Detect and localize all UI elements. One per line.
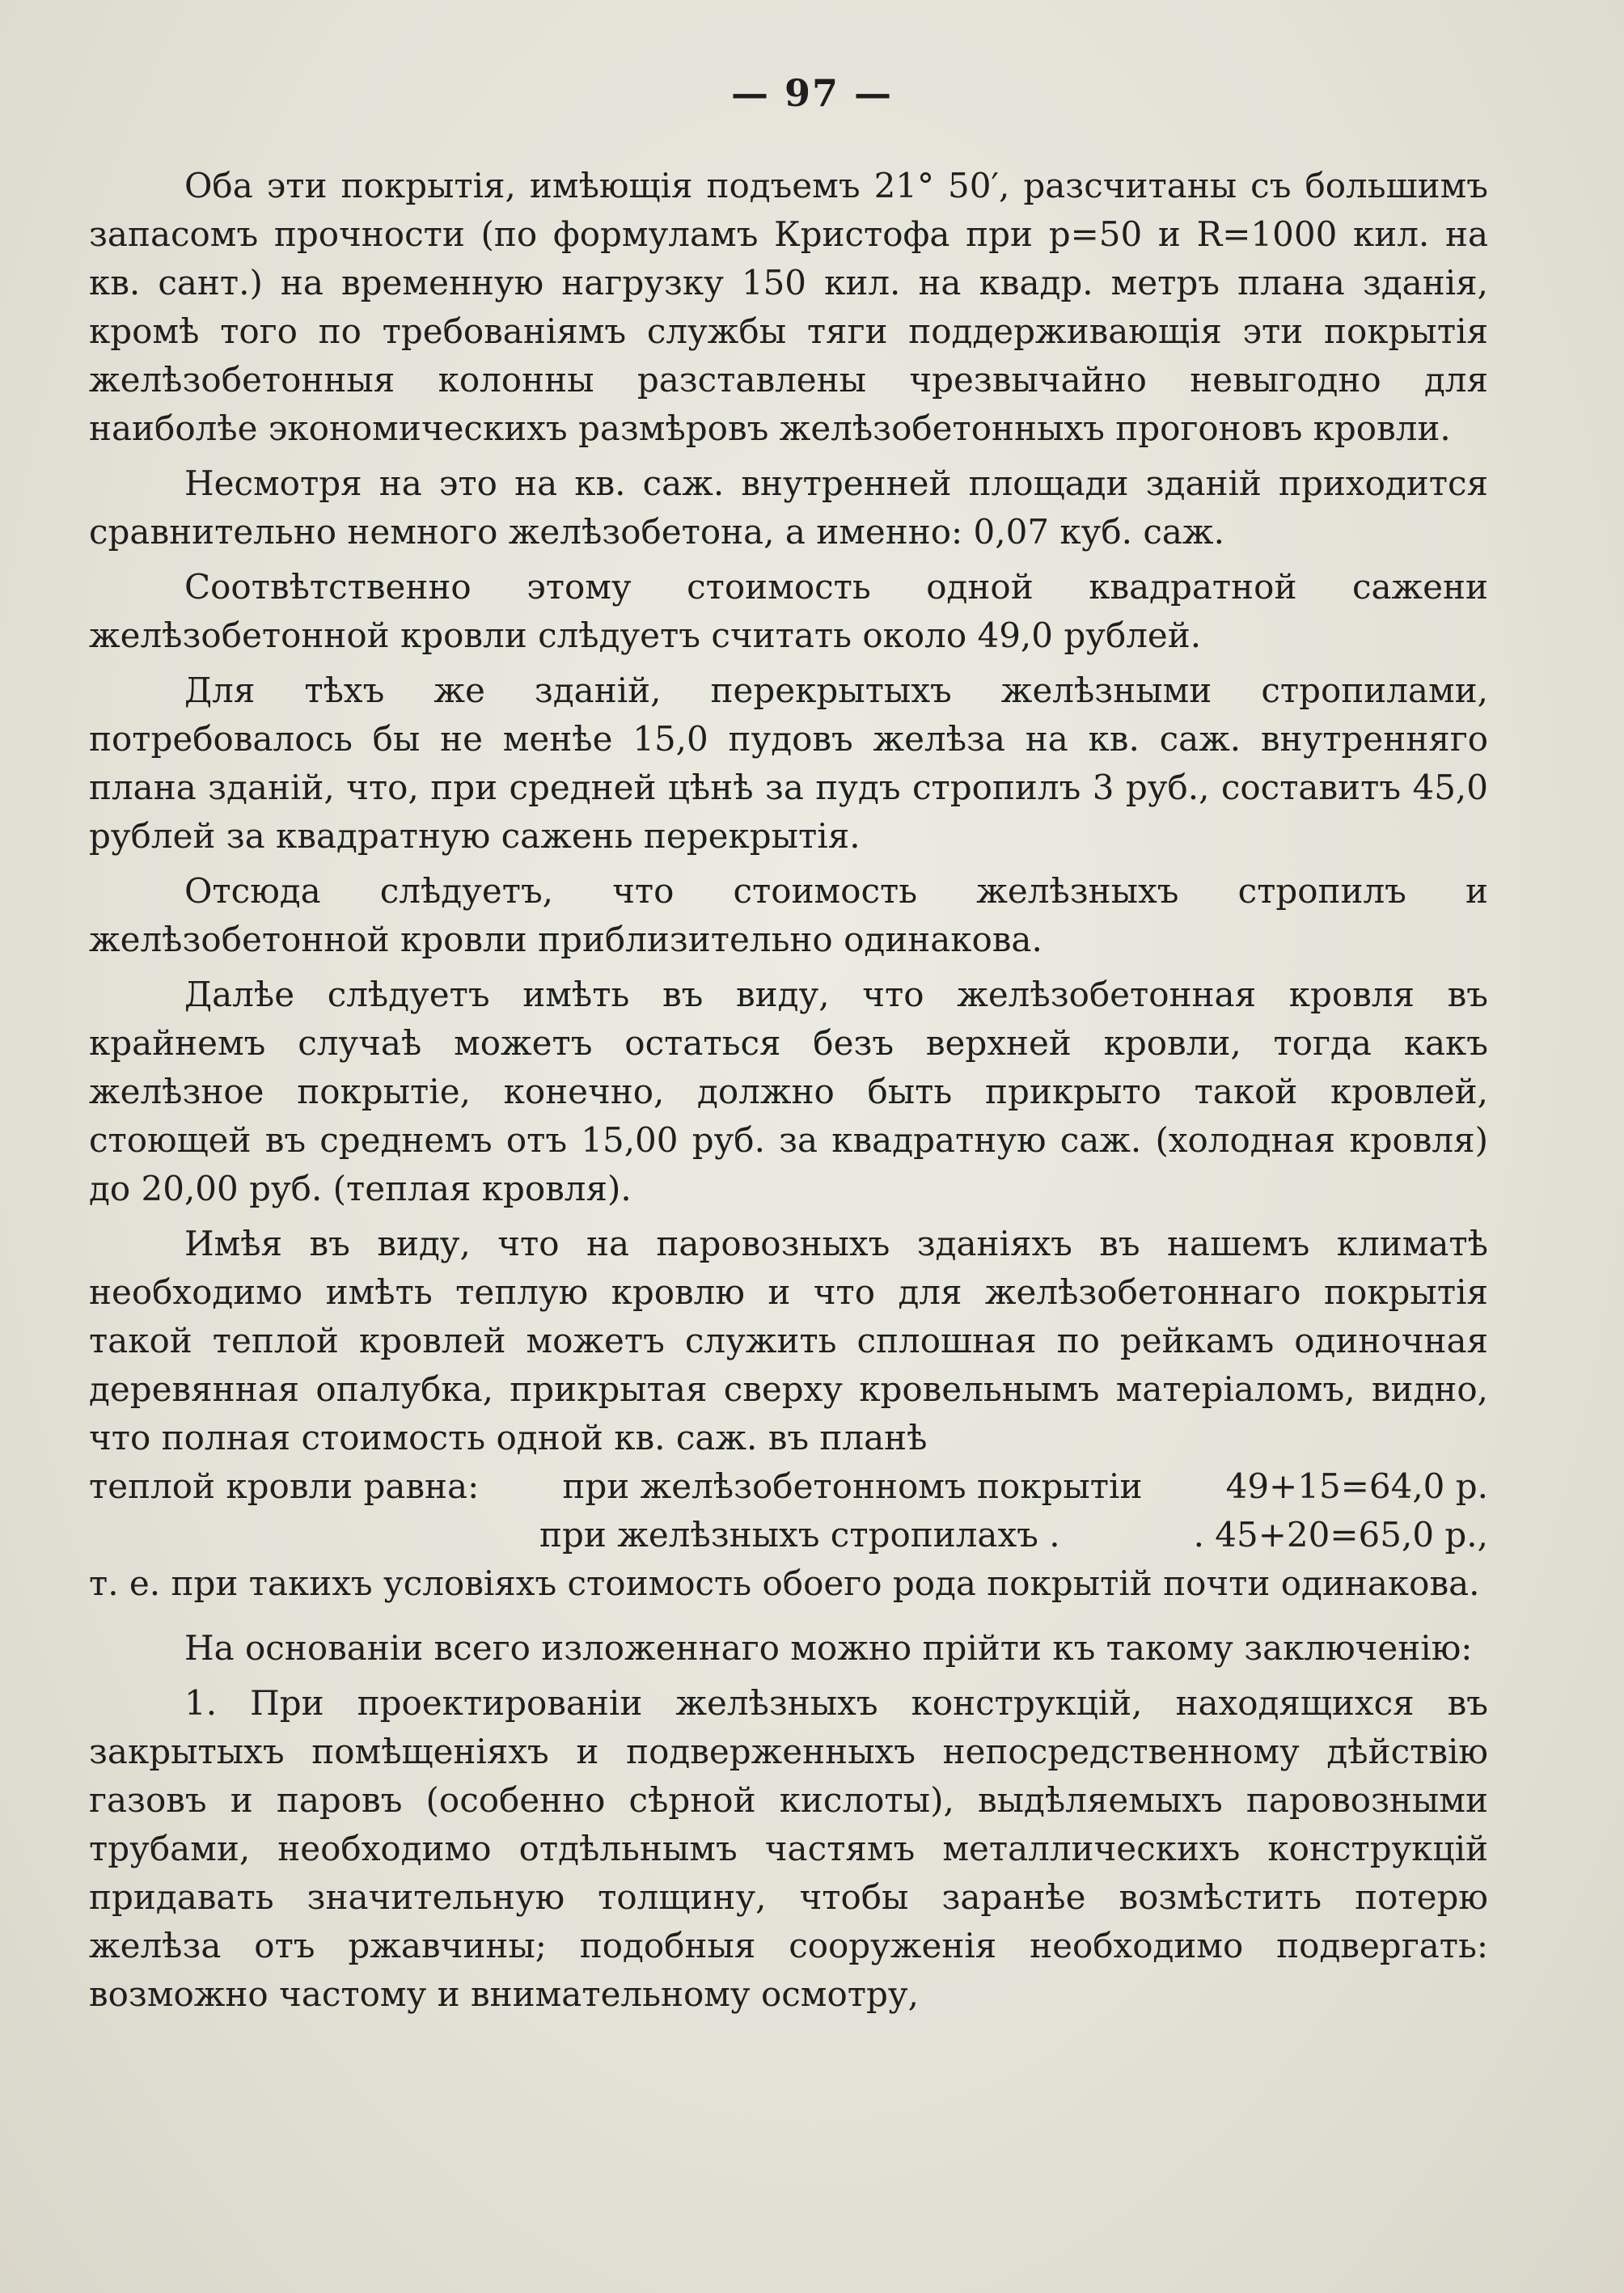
comparison-concrete-label: при желѣзобетонномъ покрытіи [562,1466,1143,1506]
paragraph-iron-truss-cost: Для тѣхъ же зданій, перекрытыхъ желѣзными стропилами, потребовалось бы не менѣе 15,0 пудовъ желѣза на кв. саж. внутренняго плана зданій, что, при средней цѣнѣ за пудъ стропилъ 3 руб., составитъ 45,0 рублей за квадратную сажень перекрытія. [89,671,1488,856]
paragraph-concrete-cost: Соотвѣтственно этому стоимость одной квадратной сажени желѣзобетонной кровли слѣдуетъ считать около 49,0 рублей. [89,567,1488,655]
cost-comparison [89,1220,1488,1608]
comparison-row-concrete [89,1462,1488,1511]
comparison-concrete-value: 49+15=64,0 р. [1225,1466,1488,1506]
conclusion-intro: На основаніи всего изложеннаго можно прійти къ такому заключенію: [184,1628,1473,1668]
body-text [89,162,1488,2025]
page-number: — 97 — [730,71,894,115]
paragraph-upper-roof: Далѣе слѣдуетъ имѣть въ виду, что желѣзобетонная кровля въ крайнемъ случаѣ можетъ остаться безъ верхней кровли, тогда какъ желѣзное покрытіе, конечно, должно быть прикрыто такой кровлей, стоющей въ среднемъ отъ 15,00 руб. за квадратную саж. (холодная кровля) до 20,00 руб. (теплая кровля). [89,975,1488,1208]
comparison-lead: теплой кровли равна: [89,1466,480,1506]
comparison-intro: Имѣя въ виду, что на паровозныхъ зданіяхъ въ нашемъ климатѣ необходимо имѣть теплую кровлю и что для желѣзобетоннаго покрытія такой теплой кровлей можетъ служить сплошная по рейкамъ одиночная деревянная опалубка, прикрытая сверху кровельнымъ матеріаломъ, видно, что полная стоимость одной кв. саж. въ планѣ [89,1224,1488,1457]
paragraph-roof-strength: Оба эти покрытія, имѣющія подъемъ 21° 50′, разсчитаны съ большимъ запасомъ прочности (по формуламъ Кристофа при p=50 и R=1000 кил. на кв. сант.) на временную нагрузку 150 кил. на квадр. метръ плана зданія, кромѣ того по требованіямъ службы тяги поддерживающія эти покрытія желѣзобетонныя колонны разставлены чрезвычайно невыгодно для наиболѣе экономическихъ размѣровъ желѣзобетонныхъ прогоновъ кровли. [89,166,1488,448]
comparison-iron-label: при желѣзныхъ стропилахъ . [539,1515,1060,1555]
comparison-conclusion: т. е. при такихъ условіяхъ стоимость обоего рода покрытій почти одинакова. [89,1563,1480,1603]
conclusion-item-1: 1. При проектированіи желѣзныхъ конструкцій, находящихся въ закрытыхъ помѣщеніяхъ и подверженныхъ непосредственному дѣйствію газовъ и паровъ (особенно сѣрной кислоты), выдѣляемыхъ паровозными трубами, необходимо отдѣльнымъ частямъ металлическихъ конструкцій придавать значительную толщину, чтобы заранѣе возмѣстить потерю желѣза отъ ржавчины; подобныя сооруженія необходимо подвергать: возможно частому и внимательному осмотру, [89,1683,1488,2014]
comparison-row-iron [89,1511,1488,1559]
paragraph-cost-equal: Отсюда слѣдуетъ, что стоимость желѣзныхъ стропилъ и желѣзобетонной кровли приблизительно одинакова. [89,871,1488,959]
paragraph-concrete-volume: Несмотря на это на кв. саж. внутренней площади зданій приходится сравнительно немного желѣзобетона, а именно: 0,07 куб. саж. [89,463,1488,552]
comparison-iron-value: . 45+20=65,0 р., [1193,1515,1488,1555]
